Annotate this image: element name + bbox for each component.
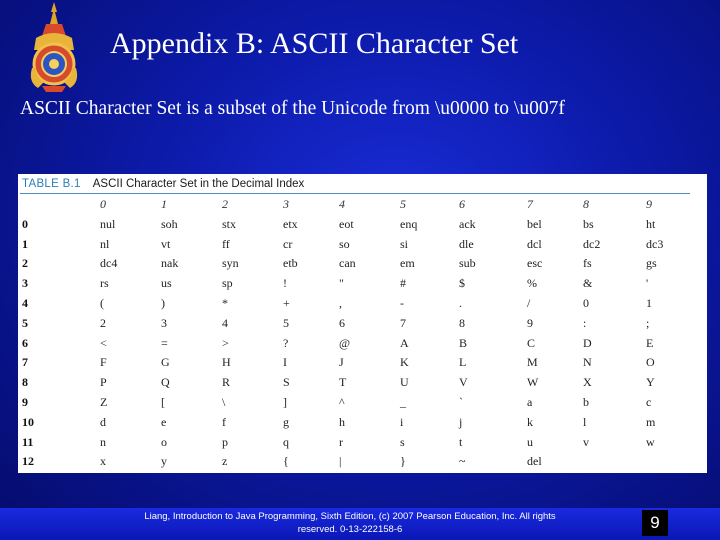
table-cell: K	[400, 355, 409, 370]
table-cell: em	[400, 256, 415, 271]
table-cell: 2	[100, 315, 106, 330]
table-row	[18, 334, 707, 354]
table-cell: }	[400, 454, 406, 469]
table-cell: U	[400, 375, 409, 390]
table-cell: cr	[283, 236, 293, 251]
table-cell: sub	[459, 256, 476, 271]
table-cell: w	[646, 434, 655, 449]
table-cell: 7	[400, 315, 406, 330]
table-cell: C	[527, 335, 536, 350]
table-cell: n	[100, 434, 106, 449]
table-cell: 5	[283, 315, 289, 330]
table-cell: enq	[400, 216, 418, 231]
table-cell: W	[527, 375, 539, 390]
column-header: 2	[222, 197, 228, 211]
table-row	[18, 373, 707, 393]
table-cell: soh	[161, 216, 178, 231]
table-cell: z	[222, 454, 228, 469]
university-emblem-logo	[28, 2, 80, 92]
table-cell: %	[527, 276, 537, 291]
table-cell: N	[583, 355, 592, 370]
table-cell: si	[400, 236, 409, 251]
table-cell: S	[283, 375, 290, 390]
table-header-row	[18, 195, 707, 215]
table-cell: nak	[161, 256, 179, 271]
table-row	[18, 353, 707, 373]
table-cell: 8	[459, 315, 465, 330]
table-cell: ack	[459, 216, 476, 231]
table-cell: |	[339, 454, 342, 469]
table-cell: dc4	[100, 256, 118, 271]
row-header: 8	[22, 375, 28, 390]
table-cell: fs	[583, 256, 592, 271]
table-row	[18, 254, 707, 274]
row-header: 11	[22, 434, 34, 449]
table-cell: :	[583, 315, 587, 330]
ascii-table-panel	[18, 174, 707, 473]
column-header: 0	[100, 197, 106, 211]
table-cell: E	[646, 335, 654, 350]
column-header: 6	[459, 197, 465, 211]
table-cell: syn	[222, 256, 239, 271]
table-cell: R	[222, 375, 231, 390]
table-cell: =	[161, 335, 168, 350]
table-header-rule	[20, 193, 690, 194]
table-cell: J	[339, 355, 344, 370]
table-cell: 1	[646, 295, 652, 310]
table-cell: *	[222, 295, 228, 310]
table-cell: )	[161, 295, 165, 310]
table-cell: `	[459, 394, 463, 409]
column-header: 7	[527, 197, 533, 211]
table-cell: Z	[100, 394, 108, 409]
table-cell: +	[283, 295, 290, 310]
ascii-table	[18, 195, 707, 472]
table-cell: sp	[222, 276, 233, 291]
table-cell: V	[459, 375, 468, 390]
table-cell: D	[583, 335, 592, 350]
table-cell: vt	[161, 236, 171, 251]
table-cell: M	[527, 355, 538, 370]
table-cell: ?	[283, 335, 289, 350]
table-cell: I	[283, 355, 287, 370]
table-cell: stx	[222, 216, 237, 231]
table-cell: esc	[527, 256, 543, 271]
row-header: 10	[22, 414, 34, 429]
table-cell: r	[339, 434, 343, 449]
table-cell: rs	[100, 276, 109, 291]
table-cell: X	[583, 375, 592, 390]
table-cell: l	[583, 414, 587, 429]
table-cell: bs	[583, 216, 594, 231]
row-header: 9	[22, 394, 28, 409]
table-cell: q	[283, 434, 289, 449]
table-cell: [	[161, 394, 165, 409]
table-cell: >	[222, 335, 229, 350]
column-header: 4	[339, 197, 345, 211]
table-cell: Q	[161, 375, 170, 390]
column-header: 5	[400, 197, 406, 211]
table-row	[18, 314, 707, 334]
table-row	[18, 294, 707, 314]
row-header: 4	[22, 295, 28, 310]
table-cell: a	[527, 394, 533, 409]
table-cell: nul	[100, 216, 116, 231]
column-header: 9	[646, 197, 652, 211]
table-cell: _	[400, 394, 406, 409]
table-cell: h	[339, 414, 345, 429]
table-cell: 3	[161, 315, 167, 330]
row-header: 6	[22, 335, 28, 350]
table-cell: ,	[339, 295, 342, 310]
table-cell: ht	[646, 216, 656, 231]
table-cell: ^	[339, 394, 345, 409]
table-cell: f	[222, 414, 226, 429]
table-cell: ;	[646, 315, 650, 330]
table-cell: P	[100, 375, 107, 390]
table-cell: etb	[283, 256, 298, 271]
table-cell: b	[583, 394, 589, 409]
footer-credit: Liang, Introduction to Java Programming, Sixth Edition, (c) 2007 Pearson Education, Inc. All rights reserved. 0-13-222158-6	[144, 511, 556, 535]
table-cell: j	[459, 414, 463, 429]
table-cell: i	[400, 414, 404, 429]
table-cell: F	[100, 355, 107, 370]
table-cell: g	[283, 414, 289, 429]
table-cell: &	[583, 276, 593, 291]
column-header: 1	[161, 197, 167, 211]
table-cell: 0	[583, 295, 589, 310]
table-cell: 4	[222, 315, 228, 330]
table-cell: eot	[339, 216, 354, 231]
table-row	[18, 413, 707, 433]
table-cell: .	[459, 295, 462, 310]
table-cell: v	[583, 434, 589, 449]
table-row	[18, 452, 707, 472]
table-cell: dcl	[527, 236, 542, 251]
table-cell: B	[459, 335, 468, 350]
table-caption	[22, 177, 304, 191]
table-cell: t	[459, 434, 463, 449]
table-cell: $	[459, 276, 465, 291]
table-cell: so	[339, 236, 350, 251]
table-cell: "	[339, 276, 344, 291]
table-cell: O	[646, 355, 655, 370]
table-row	[18, 215, 707, 235]
table-cell: Y	[646, 375, 655, 390]
table-cell: bel	[527, 216, 542, 231]
table-cell: m	[646, 414, 656, 429]
table-cell: us	[161, 276, 172, 291]
table-caption-text: ASCII Character Set in the Decimal Index	[92, 178, 305, 190]
table-cell: gs	[646, 256, 657, 271]
row-header: 7	[22, 355, 28, 370]
table-cell: etx	[283, 216, 298, 231]
column-header: 3	[283, 197, 289, 211]
table-cell: 6	[339, 315, 345, 330]
table-cell: o	[161, 434, 167, 449]
table-cell: d	[100, 414, 106, 429]
table-cell: {	[283, 454, 289, 469]
table-cell: ]	[283, 394, 287, 409]
table-cell: can	[339, 256, 356, 271]
slide-title: Appendix B: ASCII Character Set	[110, 27, 519, 60]
table-cell: -	[400, 295, 404, 310]
column-header: 8	[583, 197, 589, 211]
table-row	[18, 393, 707, 413]
table-row	[18, 274, 707, 294]
table-row	[18, 235, 707, 255]
table-cell: G	[161, 355, 170, 370]
table-cell: del	[527, 454, 542, 469]
table-cell: L	[459, 355, 467, 370]
table-cell: c	[646, 394, 652, 409]
table-cell: dc2	[583, 236, 601, 251]
table-cell: (	[100, 295, 104, 310]
table-cell: dc3	[646, 236, 664, 251]
table-cell: ff	[222, 236, 230, 251]
table-cell: @	[339, 335, 351, 350]
slide-subtitle: ASCII Character Set is a subset of the Unicode from \u0000 to \u007f	[20, 98, 565, 119]
table-cell: e	[161, 414, 167, 429]
table-cell: s	[400, 434, 405, 449]
table-cell: /	[527, 295, 531, 310]
row-header: 3	[22, 276, 28, 291]
table-cell: A	[400, 335, 409, 350]
table-cell: ~	[459, 454, 466, 469]
row-header: 2	[22, 256, 28, 271]
table-cell: y	[161, 454, 167, 469]
table-cell: !	[283, 276, 287, 291]
table-cell: dle	[459, 236, 474, 251]
table-cell: #	[400, 276, 406, 291]
table-cell: k	[527, 414, 533, 429]
row-header: 5	[22, 315, 28, 330]
row-header: 0	[22, 216, 28, 231]
row-header: 12	[22, 454, 34, 469]
page-number: 9	[642, 510, 668, 536]
table-number: TABLE B.1	[22, 178, 81, 190]
table-cell: '	[646, 276, 649, 291]
table-cell: x	[100, 454, 106, 469]
table-cell: nl	[100, 236, 110, 251]
table-cell: p	[222, 434, 228, 449]
table-cell: T	[339, 375, 347, 390]
table-cell: H	[222, 355, 231, 370]
row-header: 1	[22, 236, 28, 251]
table-cell: u	[527, 434, 533, 449]
table-cell: 9	[527, 315, 533, 330]
table-cell: <	[100, 335, 107, 350]
table-row	[18, 433, 707, 453]
table-cell: \	[222, 394, 226, 409]
